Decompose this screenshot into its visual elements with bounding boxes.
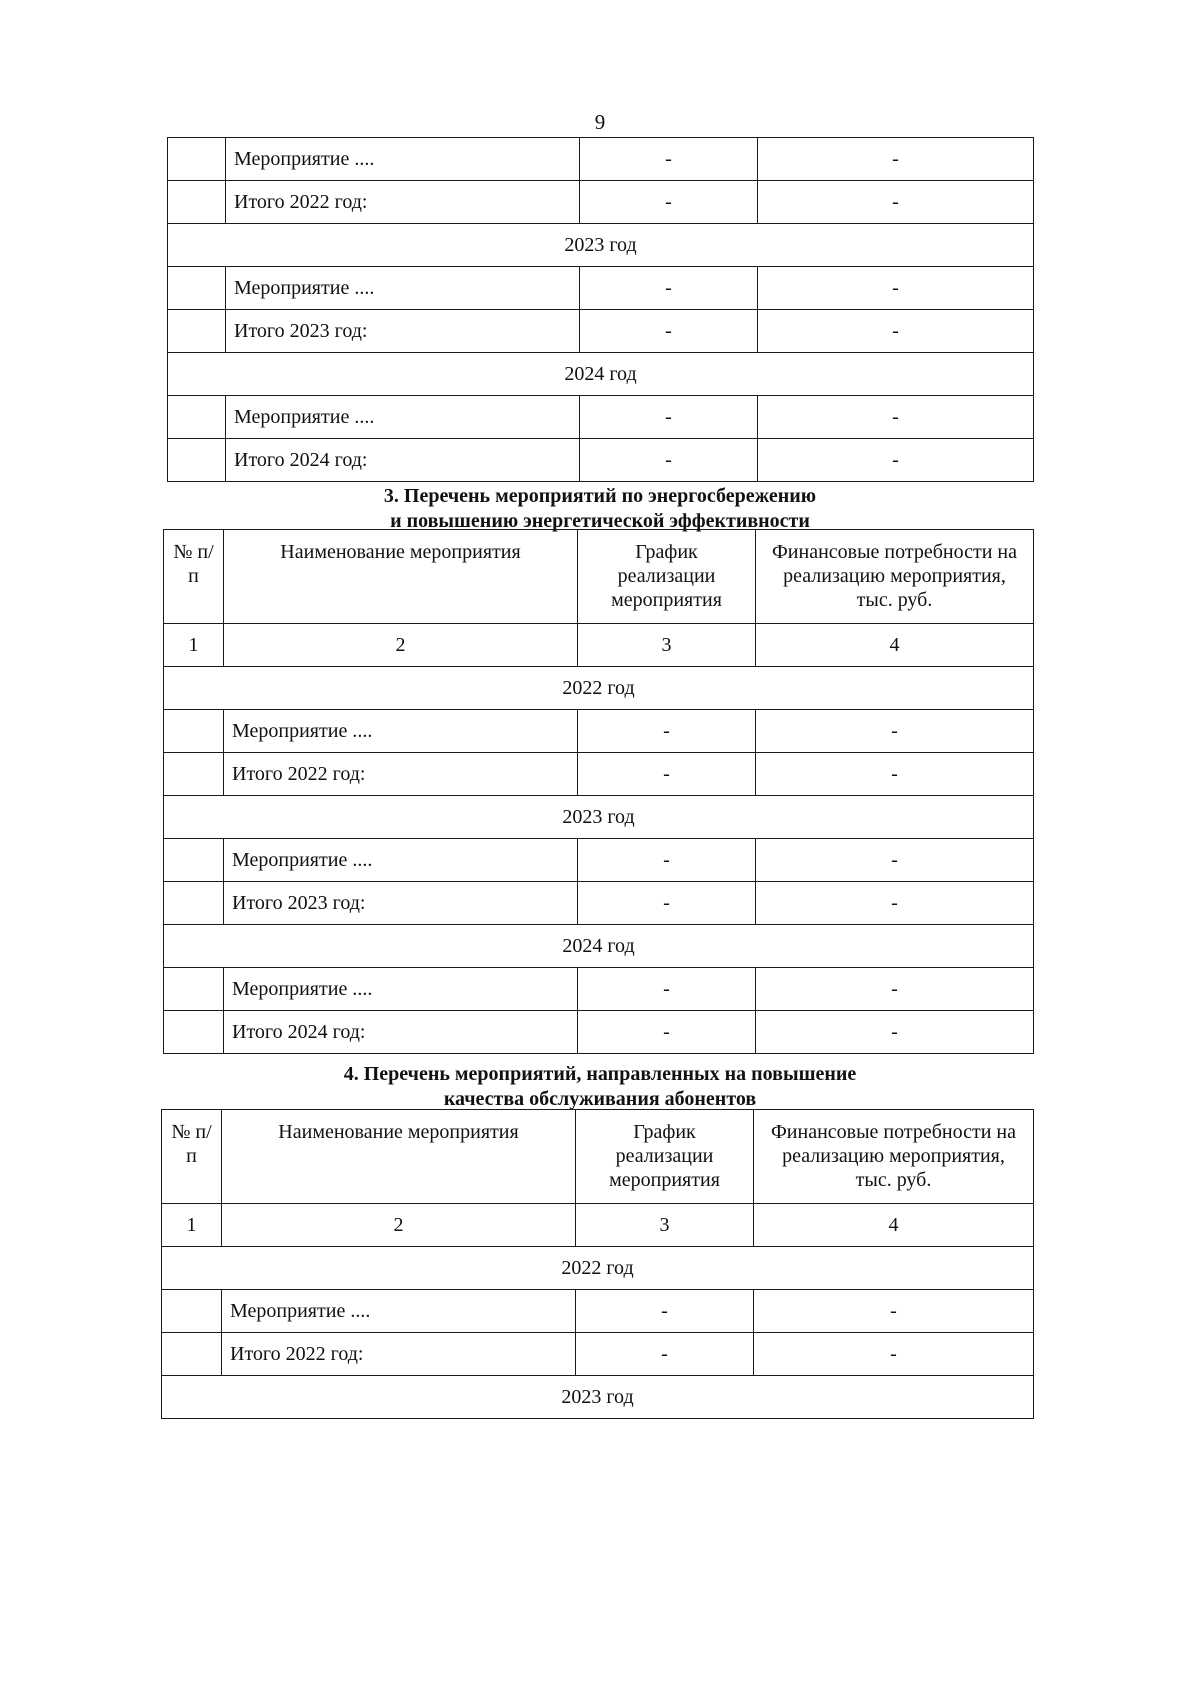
activity-name-cell: Мероприятие .... [226,396,580,439]
row-number-cell [164,710,224,753]
continued-table-body [168,138,1034,482]
table-row [168,310,1034,353]
section-4-title [160,1062,1040,1112]
row-number-cell [168,181,226,224]
header-schedule-column: График реализации мероприятия [576,1110,754,1204]
year-row [168,353,1034,396]
table-row [164,710,1034,753]
page-number: 9 [594,110,606,134]
finance-cell: - [756,882,1034,925]
table-header-row [164,530,1034,624]
schedule-cell: - [576,1333,754,1376]
activity-name-cell: Итого 2024 год: [224,1011,578,1054]
activity-name-cell: Мероприятие .... [226,267,580,310]
service-quality-table-body [162,1110,1034,1419]
row-number-cell [168,138,226,181]
activity-name-cell: Итого 2022 год: [226,181,580,224]
table-row [164,968,1034,1011]
row-number-cell [168,310,226,353]
table-row [164,1011,1034,1054]
schedule-cell: - [578,753,756,796]
energy-saving-table [163,529,1034,1054]
schedule-cell: - [578,839,756,882]
finance-cell: - [756,710,1034,753]
schedule-cell: - [580,439,758,482]
year-label: 2023 год [164,796,1034,839]
schedule-cell: - [580,310,758,353]
activity-name-cell: Мероприятие .... [224,839,578,882]
table-row [168,267,1034,310]
column-number: 4 [756,624,1034,667]
header-number-column: № п/п [162,1110,222,1204]
row-number-cell [164,882,224,925]
row-number-cell [164,753,224,796]
column-number: 1 [164,624,224,667]
finance-cell: - [758,267,1034,310]
row-number-cell [164,1011,224,1054]
finance-cell: - [756,839,1034,882]
year-row [164,925,1034,968]
year-row [162,1247,1034,1290]
table-row [164,882,1034,925]
schedule-cell: - [580,396,758,439]
row-number-cell [168,396,226,439]
header-name-column: Наименование мероприятия [224,530,578,624]
year-row [162,1376,1034,1419]
finance-cell: - [758,181,1034,224]
table-row [168,396,1034,439]
table-row [168,439,1034,482]
column-number: 3 [576,1204,754,1247]
header-finance-column: Финансовые потребности на реализацию мероприятия, тыс. руб. [754,1110,1034,1204]
activity-name-cell: Итого 2022 год: [222,1333,576,1376]
year-row [168,224,1034,267]
finance-cell: - [758,396,1034,439]
activity-name-cell: Итого 2024 год: [226,439,580,482]
finance-cell: - [756,968,1034,1011]
schedule-cell: - [578,710,756,753]
column-number: 2 [224,624,578,667]
activity-name-cell: Мероприятие .... [224,710,578,753]
schedule-cell: - [576,1290,754,1333]
year-label: 2022 год [164,667,1034,710]
table-row [168,138,1034,181]
schedule-cell: - [578,882,756,925]
activity-name-cell: Мероприятие .... [222,1290,576,1333]
table-row [162,1290,1034,1333]
section-3-title [160,484,1040,534]
continued-table [167,137,1034,482]
finance-cell: - [758,138,1034,181]
column-number: 4 [754,1204,1034,1247]
header-finance-column: Финансовые потребности на реализацию мероприятия, тыс. руб. [756,530,1034,624]
section-3-title-line-1: 3. Перечень мероприятий по энергосбережению [383,485,817,507]
schedule-cell: - [580,138,758,181]
year-row [164,667,1034,710]
service-quality-table [161,1109,1034,1419]
table-row [162,1333,1034,1376]
table-row [168,181,1034,224]
section-4-title-line-2: качества обслуживания абонентов [443,1088,757,1110]
header-schedule-column: График реализации мероприятия [578,530,756,624]
column-number: 2 [222,1204,576,1247]
row-number-cell [168,439,226,482]
year-row [164,796,1034,839]
column-number-row [162,1204,1034,1247]
row-number-cell [168,267,226,310]
activity-name-cell: Мероприятие .... [226,138,580,181]
finance-cell: - [756,1011,1034,1054]
year-label: 2024 год [164,925,1034,968]
header-name-column: Наименование мероприятия [222,1110,576,1204]
activity-name-cell: Мероприятие .... [224,968,578,1011]
finance-cell: - [756,753,1034,796]
activity-name-cell: Итого 2023 год: [226,310,580,353]
table-header-row [162,1110,1034,1204]
section-4-title-line-1: 4. Перечень мероприятий, направленных на повышение [343,1063,857,1085]
finance-cell: - [754,1333,1034,1376]
column-number: 1 [162,1204,222,1247]
table-row [164,753,1034,796]
section-3-title-line-2: и повышению энергетической эффективности [390,510,810,532]
header-number-column: № п/п [164,530,224,624]
schedule-cell: - [578,968,756,1011]
year-label: 2024 год [168,353,1034,396]
year-label: 2023 год [162,1376,1034,1419]
row-number-cell [162,1333,222,1376]
finance-cell: - [758,439,1034,482]
energy-saving-table-body [164,530,1034,1054]
row-number-cell [164,968,224,1011]
schedule-cell: - [578,1011,756,1054]
table-row [164,839,1034,882]
activity-name-cell: Итого 2022 год: [224,753,578,796]
column-number: 3 [578,624,756,667]
year-label: 2022 год [162,1247,1034,1290]
column-number-row [164,624,1034,667]
row-number-cell [162,1290,222,1333]
row-number-cell [164,839,224,882]
schedule-cell: - [580,267,758,310]
schedule-cell: - [580,181,758,224]
year-label: 2023 год [168,224,1034,267]
activity-name-cell: Итого 2023 год: [224,882,578,925]
finance-cell: - [754,1290,1034,1333]
finance-cell: - [758,310,1034,353]
